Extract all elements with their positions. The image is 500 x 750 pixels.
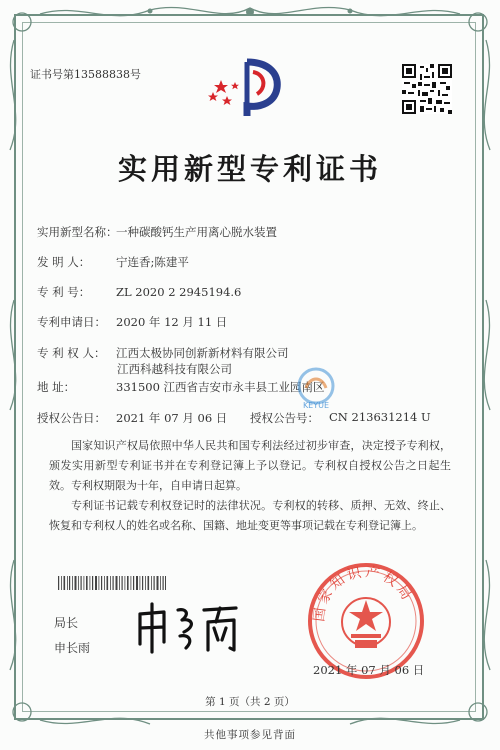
cnipa-logo	[203, 58, 285, 120]
patent-number-row	[37, 284, 241, 300]
certificate-number: 证书号第13588838号	[30, 68, 141, 81]
seal-text: 国家知识产权局	[311, 564, 416, 623]
director-title: 局长	[54, 616, 79, 630]
patent-number-label: 专 利 号：	[37, 285, 91, 299]
address-value: 331500 江西省吉安市永丰县工业园南区	[116, 380, 325, 394]
inventor-value: 宁连香;陈建平	[116, 255, 189, 269]
utility-model-name-row	[37, 224, 277, 240]
certificate-title: 实用新型专利证书	[117, 152, 382, 186]
address-row	[37, 379, 325, 395]
patentee-value-1: 江西太极协同创新新材料有限公司	[116, 346, 289, 360]
grant-date-value: 2021 年 07 月 06 日	[116, 411, 228, 425]
filing-date-value: 2020 年 12 月 11 日	[116, 315, 228, 329]
utility-model-name-label: 实用新型名称：	[37, 225, 118, 239]
patentee-row	[37, 345, 289, 361]
address-label: 地 址：	[37, 380, 76, 394]
legal-paragraph-2: 专利证书记载专利权登记时的法律状况。专利权的转移、质押、无效、终止、恢复和专利权人的姓名或名称、国籍、地址变更等事项记载在专利登记簿上。	[49, 499, 451, 532]
footer-note: 共他事项参见背面	[204, 729, 296, 741]
inventor-label: 发 明 人：	[37, 255, 91, 269]
patentee-label: 专 利 权 人：	[37, 346, 106, 360]
barcode	[58, 576, 166, 590]
inventor-row	[37, 254, 189, 270]
patent-number-value: ZL 2020 2 2945194.6	[116, 285, 242, 299]
grant-date-label: 授权公告日：	[37, 411, 106, 425]
grant-date-row	[37, 410, 227, 426]
patentee-value-2: 江西科越科技有限公司	[117, 362, 232, 376]
grant-number-label: 授权公告号：	[250, 411, 319, 425]
utility-model-name-value: 一种碳酸钙生产用离心脱水装置	[116, 225, 277, 239]
grant-number-value: CN 213631214 U	[329, 410, 431, 424]
director-name: 申长雨	[54, 641, 91, 655]
filing-date-label: 专利申请日：	[37, 315, 106, 329]
director-signature	[134, 600, 244, 656]
legal-paragraph-1: 国家知识产权局依照中华人民共和国专利法经过初步审查，决定授予专利权，颁发实用新型专利证书并在专利登记簿上予以登记。专利权自授权公告之日起生效。专利权期限为十年，自申请日起算。	[49, 439, 451, 492]
page-number: 第 1 页（共 2 页）	[205, 696, 295, 708]
filing-date-row	[37, 314, 227, 330]
keyue-watermark	[294, 366, 338, 410]
seal-date: 2021 年 07 月 06 日	[313, 663, 425, 677]
qr-code	[402, 64, 452, 114]
watermark-text: KEYUE	[302, 401, 330, 410]
